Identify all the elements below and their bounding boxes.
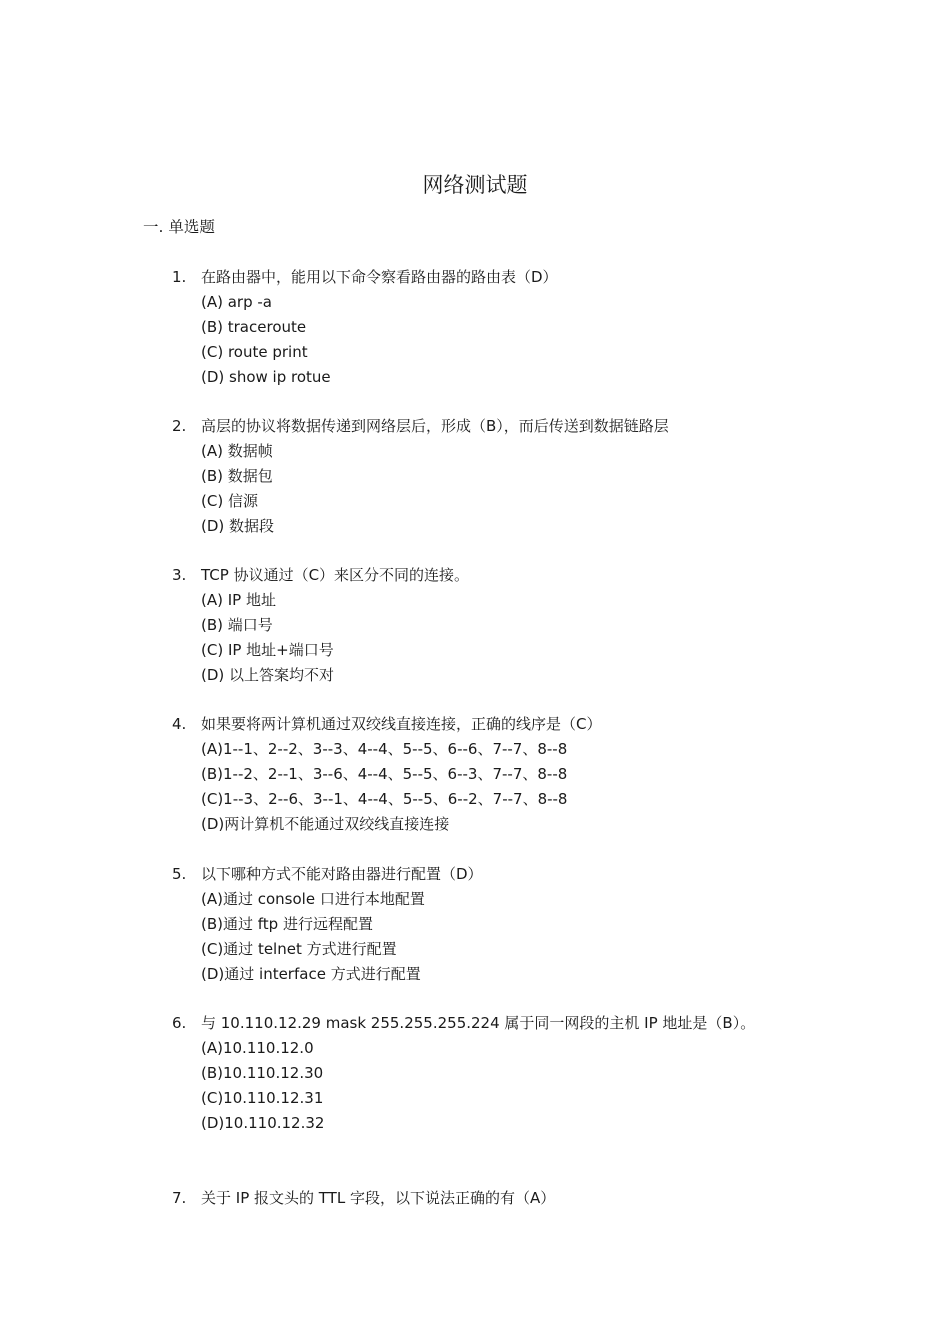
question-text: 高层的协议将数据传递到网络层后，形成（B），而后传送到数据链路层 [201, 417, 669, 435]
option-d: (D)10.110.12.32 [201, 1114, 325, 1132]
question-number: 3. [172, 566, 187, 584]
document-title: 网络测试题 [422, 173, 528, 197]
question-number: 6. [172, 1014, 187, 1032]
question-number: 2. [172, 417, 187, 435]
option-b: (B)10.110.12.30 [201, 1064, 324, 1082]
option-d: (D) show ip rotue [201, 368, 331, 386]
option-a: (A)1--1、2--2、3--3、4--4、5--5、6--6、7--7、8--8 [201, 740, 568, 758]
option-d: (D)两计算机不能通过双绞线直接连接 [201, 815, 450, 833]
option-b: (B) 数据包 [201, 467, 273, 485]
question-number: 1. [172, 268, 187, 286]
option-b: (B)通过 ftp 进行远程配置 [201, 915, 373, 933]
option-b: (B) 端口号 [201, 616, 273, 634]
question-text: 如果要将两计算机通过双绞线直接连接，正确的线序是（C） [201, 715, 602, 733]
question-number: 5. [172, 865, 187, 883]
option-c: (C)1--3、2--6、3--1、4--4、5--5、6--2、7--7、8--8 [201, 790, 568, 808]
option-a: (A) IP 地址 [201, 591, 276, 609]
option-b: (B) traceroute [201, 318, 307, 336]
option-c: (C) 信源 [201, 492, 258, 510]
option-d: (D) 以上答案均不对 [201, 666, 335, 684]
option-a: (A)10.110.12.0 [201, 1039, 314, 1057]
option-c: (C)通过 telnet 方式进行配置 [201, 940, 397, 958]
question-text: 与 10.110.12.29 mask 255.255.255.224 属于同一网段的主机 IP 地址是（B）。 [201, 1014, 756, 1032]
option-d: (D) 数据段 [201, 517, 275, 535]
question-number: 4. [172, 715, 187, 733]
option-c: (C)10.110.12.31 [201, 1089, 324, 1107]
option-d: (D)通过 interface 方式进行配置 [201, 965, 421, 983]
section-heading: 一. 单选题 [143, 218, 215, 236]
option-a: (A) arp -a [201, 293, 272, 311]
option-c: (C) IP 地址+端口号 [201, 641, 334, 659]
question-text: 以下哪种方式不能对路由器进行配置（D） [201, 865, 483, 883]
option-a: (A)通过 console 口进行本地配置 [201, 890, 425, 908]
question-text: TCP 协议通过（C）来区分不同的连接。 [201, 566, 470, 584]
question-text: 关于 IP 报文头的 TTL 字段，以下说法正确的有（A） [201, 1189, 556, 1207]
option-b: (B)1--2、2--1、3--6、4--4、5--5、6--3、7--7、8--8 [201, 765, 568, 783]
question-text: 在路由器中，能用以下命令察看路由器的路由表（D） [201, 268, 558, 286]
question-number: 7. [172, 1189, 187, 1207]
option-c: (C) route print [201, 343, 308, 361]
option-a: (A) 数据帧 [201, 442, 273, 460]
